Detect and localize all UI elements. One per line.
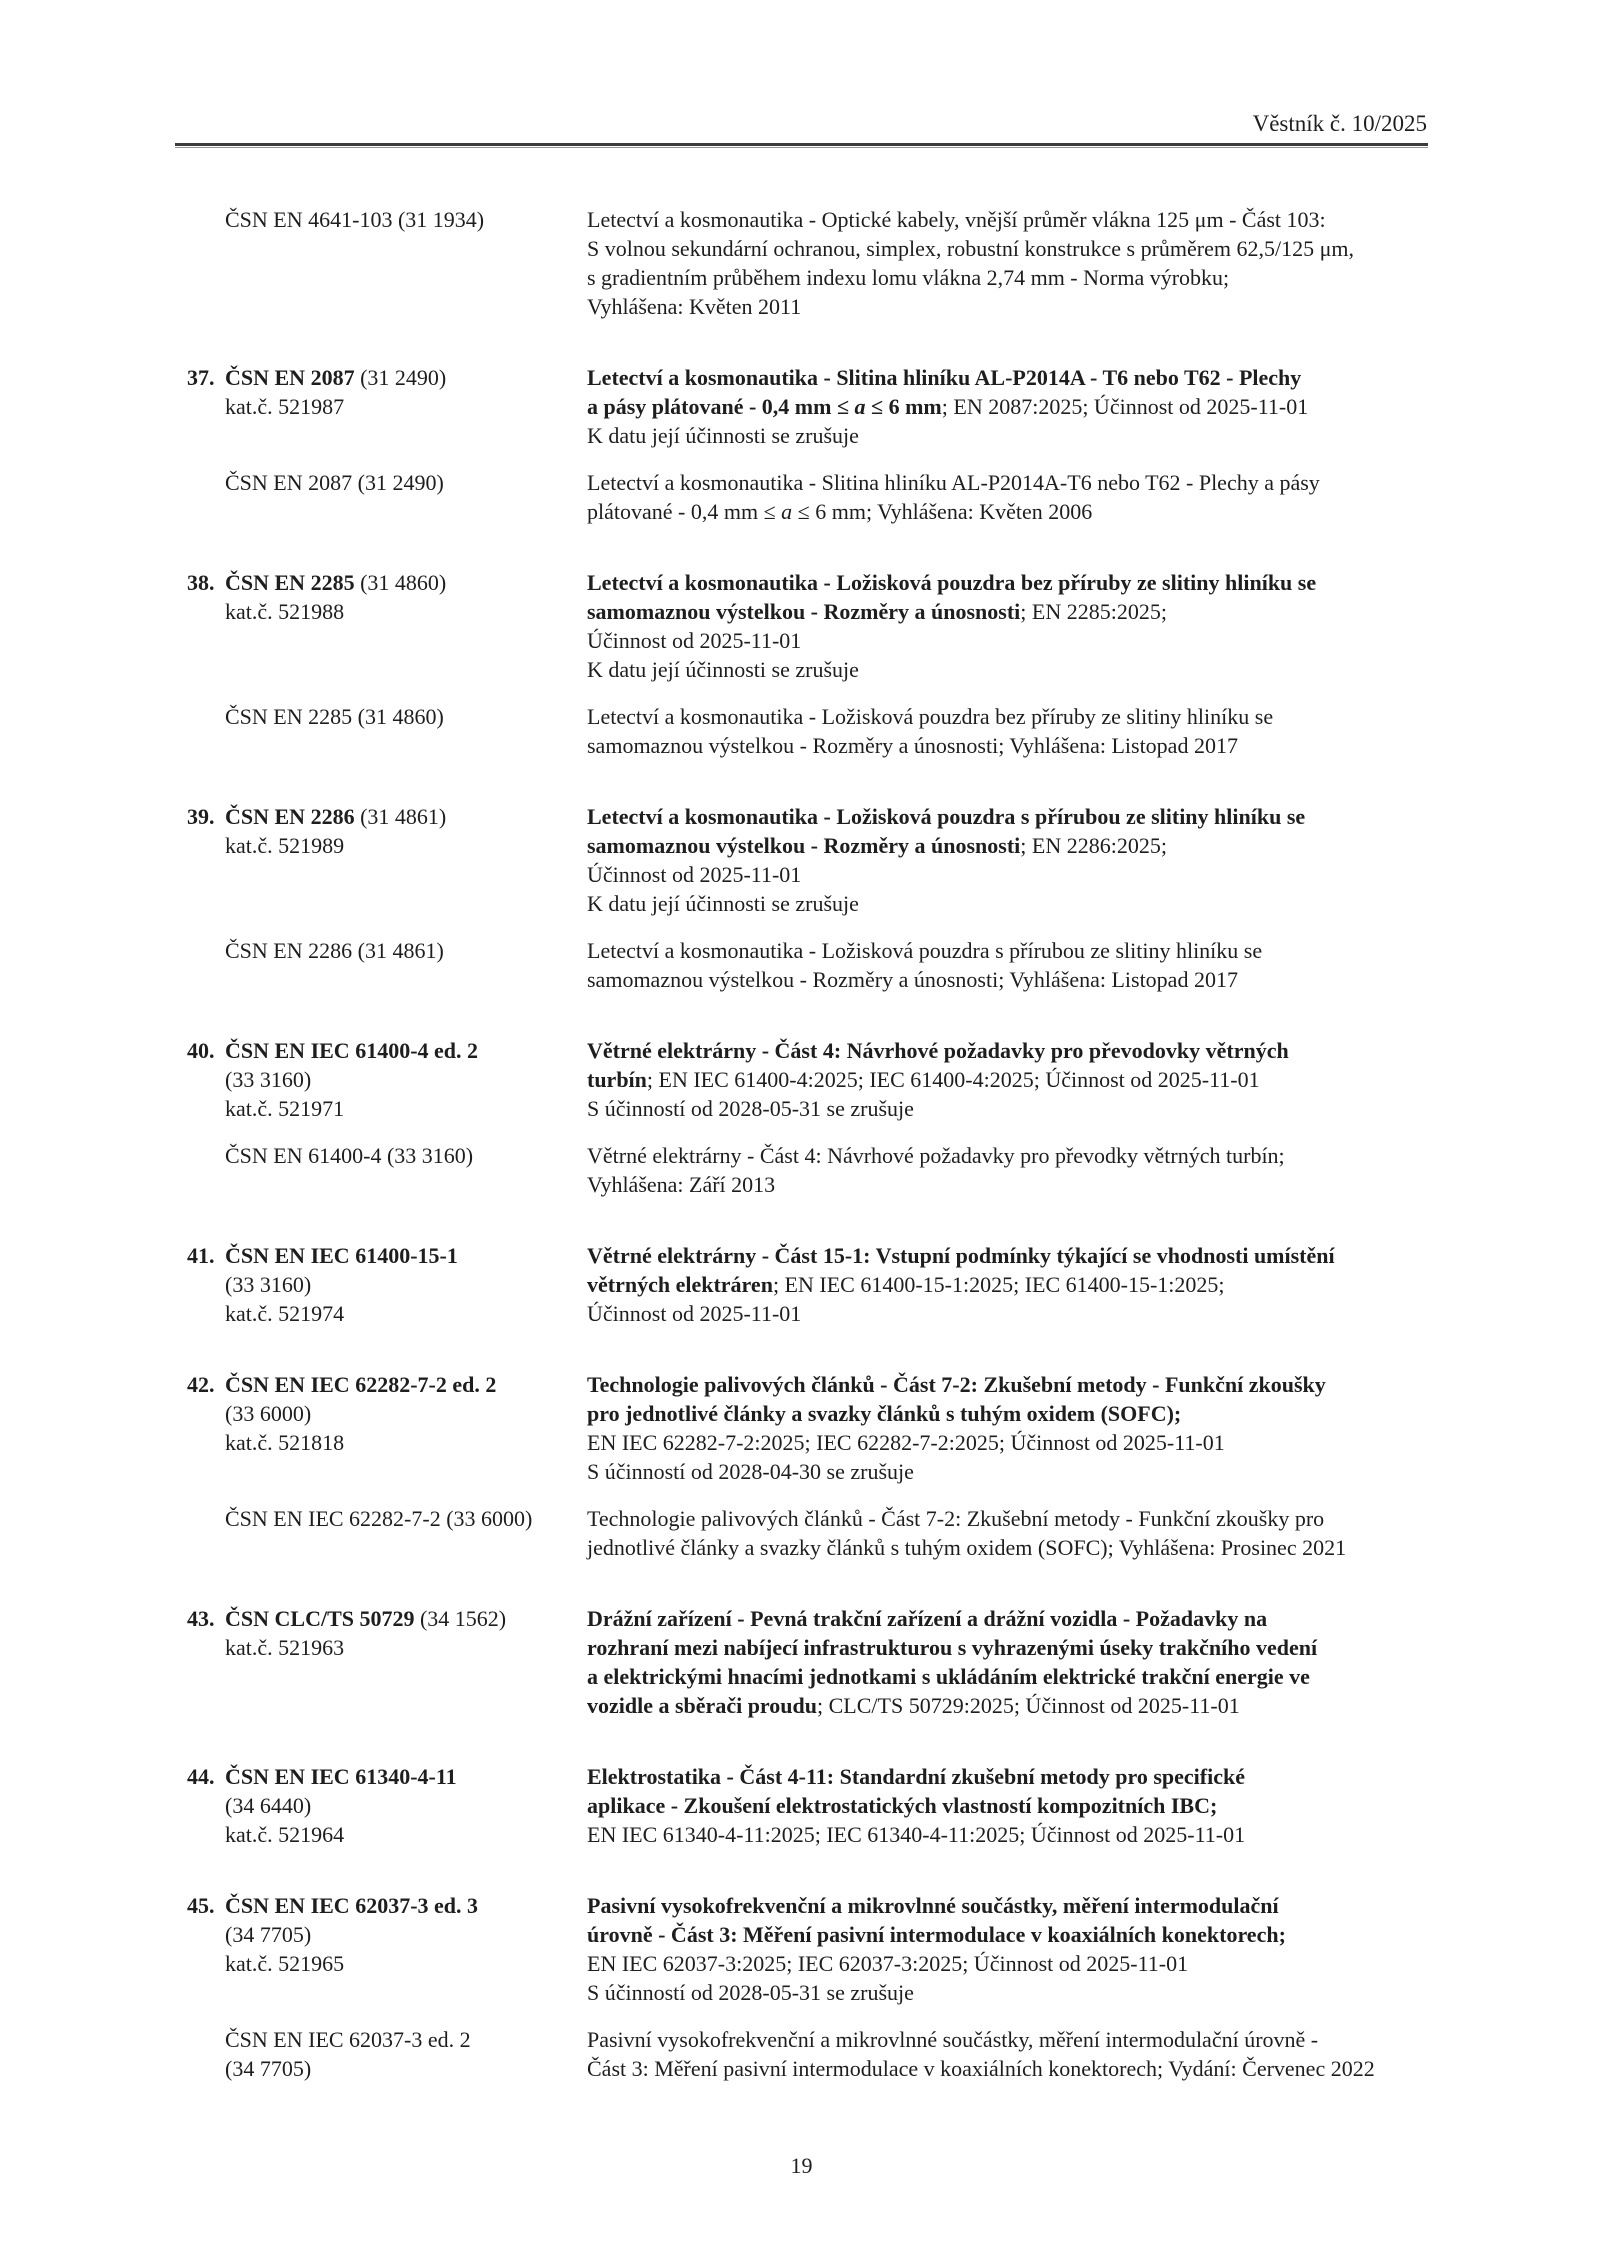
- text-run: (34 7705): [225, 1922, 312, 1947]
- title-line: [587, 421, 1427, 450]
- designation-line: [225, 205, 587, 234]
- text-run: a elektrickými hnacími jednotkami s ukládáním elektrické trakční energie ve: [587, 1664, 1310, 1689]
- text-run: Větrné elektrárny - Část 4: Návrhové požadavky pro převodky větrných turbín;: [587, 1143, 1285, 1168]
- title-line: [587, 626, 1427, 655]
- text-run: Letectví a kosmonautika - Slitina hliníku AL-P2014A - T6 nebo T62 - Plechy: [587, 365, 1302, 390]
- title-cell: [587, 363, 1427, 450]
- designation-line: [225, 1141, 587, 1170]
- title-cell: [587, 1891, 1427, 2007]
- designation-line: [225, 1094, 587, 1123]
- title-line: [587, 497, 1427, 526]
- text-run: aplikace - Zkoušení elektrostatických vlastností kompozitních IBC;: [587, 1793, 1218, 1818]
- title-line: [587, 2025, 1427, 2054]
- designation-line: [225, 1370, 587, 1399]
- text-run: Část 3: Měření pasivní intermodulace v koaxiálních konektorech; Vydání: Červenec 2022: [587, 2056, 1375, 2081]
- designation-line: [225, 1633, 587, 1662]
- text-run: K datu její účinnosti se zrušuje: [587, 657, 859, 682]
- designation-cell: [176, 1891, 587, 1978]
- text-run: samomaznou výstelkou - Rozměry a únosnosti: [587, 833, 1021, 858]
- text-run: turbín: [587, 1067, 647, 1092]
- text-run: kat.č. 521965: [225, 1951, 345, 1976]
- text-run: ČSN EN 2285: [225, 570, 355, 595]
- designation-cell: [176, 1370, 587, 1457]
- title-line: [587, 802, 1427, 831]
- text-run: ≤ 6 mm: [865, 394, 942, 419]
- title-line: [587, 1978, 1427, 2007]
- designation-line: [225, 802, 587, 831]
- page-number: 19: [790, 2153, 813, 2178]
- title-cell: [587, 1604, 1427, 1720]
- title-cell: [587, 205, 1427, 321]
- designation-line: [225, 1241, 587, 1270]
- title-line: [587, 1791, 1427, 1820]
- text-run: vozidle a sběrači proudu: [587, 1693, 818, 1718]
- title-cell: [587, 1036, 1427, 1123]
- text-run: ČSN EN IEC 62282-7-2 (33 6000): [225, 1506, 533, 1531]
- standards-list: [176, 205, 1427, 2083]
- standard-entry: [176, 1036, 1427, 1123]
- title-line: [587, 2054, 1427, 2083]
- text-run: (31 4861): [354, 804, 447, 829]
- designation-line: [225, 936, 587, 965]
- text-run: pro jednotlivé články a svazky článků s tuhým oxidem (SOFC);: [587, 1401, 1182, 1426]
- text-run: větrných elektráren: [587, 1272, 773, 1297]
- designation-cell: [176, 1036, 587, 1123]
- title-line: [587, 568, 1427, 597]
- designation-line: [225, 831, 587, 860]
- text-run: (34 7705): [225, 2056, 312, 2081]
- text-run: kat.č. 521987: [225, 394, 345, 419]
- standard-entry: [176, 802, 1427, 918]
- designation-line: [225, 392, 587, 421]
- title-line: [587, 860, 1427, 889]
- designation-line: [225, 468, 587, 497]
- text-run: (34 6440): [225, 1793, 312, 1818]
- title-line: [587, 1065, 1427, 1094]
- title-line: [587, 965, 1427, 994]
- designation-line: [225, 1399, 587, 1428]
- title-line: [587, 205, 1427, 234]
- designation-line: [225, 1949, 587, 1978]
- title-line: [587, 1299, 1427, 1328]
- text-run: Letectví a kosmonautika - Optické kabely, vnější průměr vlákna 125 μm - Část 103:: [587, 207, 1326, 232]
- text-run: Účinnost od 2025-11-01: [587, 1301, 802, 1326]
- title-line: [587, 1920, 1427, 1949]
- title-cell: [587, 936, 1427, 994]
- title-line: [587, 1691, 1427, 1720]
- entry-number: 43.: [187, 1606, 215, 1631]
- title-cell: [587, 802, 1427, 918]
- replaced-standard-entry: [176, 1141, 1427, 1199]
- title-line: [587, 1949, 1427, 1978]
- title-cell: [587, 1141, 1427, 1199]
- text-run: ČSN EN IEC 61400-15-1: [225, 1243, 458, 1268]
- text-run: Letectví a kosmonautika - Ložisková pouzdra s přírubou ze slitiny hliníku se: [587, 804, 1306, 829]
- text-run: Letectví a kosmonautika - Ložisková pouzdra bez příruby ze slitiny hliníku se: [587, 704, 1274, 729]
- header-rule-thin-line: [175, 147, 1428, 148]
- designation-line: [225, 1270, 587, 1299]
- title-line: [587, 1428, 1427, 1457]
- text-run: (33 6000): [225, 1401, 312, 1426]
- text-run: ; EN 2087:2025; Účinnost od 2025-11-01: [941, 394, 1309, 419]
- title-line: [587, 1533, 1427, 1562]
- text-run: kat.č. 521964: [225, 1822, 345, 1847]
- designation-cell: [176, 468, 587, 497]
- title-line: [587, 1399, 1427, 1428]
- header-rule: [175, 143, 1428, 148]
- text-run: úrovně - Část 3: Měření pasivní intermodulace v koaxiálních konektorech;: [587, 1922, 1286, 1947]
- title-cell: [587, 468, 1427, 526]
- title-line: [587, 702, 1427, 731]
- designation-line: [225, 1820, 587, 1849]
- designation-line: [225, 1504, 587, 1533]
- standard-entry: [176, 568, 1427, 684]
- text-run: Pasivní vysokofrekvenční a mikrovlnné součástky, měření intermodulační: [587, 1893, 1279, 1918]
- text-run: K datu její účinnosti se zrušuje: [587, 423, 859, 448]
- designation-line: [225, 1036, 587, 1065]
- text-run: kat.č. 521963: [225, 1635, 345, 1660]
- text-run: samomaznou výstelkou - Rozměry a únosnosti; Vyhlášena: Listopad 2017: [587, 967, 1238, 992]
- title-line: [587, 889, 1427, 918]
- designation-line: [225, 1791, 587, 1820]
- designation-line: [225, 597, 587, 626]
- title-line: [587, 234, 1427, 263]
- designation-line: [225, 1762, 587, 1791]
- text-run: Technologie palivových článků - Část 7-2: Zkušební metody - Funkční zkoušky pro: [587, 1506, 1325, 1531]
- text-run: ; CLC/TS 50729:2025; Účinnost od 2025-11-01: [817, 1693, 1240, 1718]
- text-run: (33 3160): [225, 1067, 312, 1092]
- entry-number: 45.: [187, 1893, 215, 1918]
- title-line: [587, 1604, 1427, 1633]
- entry-number: 41.: [187, 1243, 215, 1268]
- title-cell: [587, 1504, 1427, 1562]
- text-run: Letectví a kosmonautika - Ložisková pouzdra s přírubou ze slitiny hliníku se: [587, 938, 1263, 963]
- text-run: Elektrostatika - Část 4-11: Standardní zkušební metody pro specifické: [587, 1764, 1246, 1789]
- designation-line: [225, 1299, 587, 1328]
- title-line: [587, 731, 1427, 760]
- text-run: a pásy plátované - 0,4 mm ≤: [587, 394, 855, 419]
- text-run: samomaznou výstelkou - Rozměry a únosnosti: [587, 599, 1021, 624]
- designation-cell: [176, 802, 587, 860]
- title-line: [587, 597, 1427, 626]
- replaced-standard-entry: [176, 936, 1427, 994]
- designation-cell: [176, 936, 587, 965]
- title-line: [587, 1891, 1427, 1920]
- title-line: [587, 655, 1427, 684]
- text-run: s gradientním průběhem indexu lomu vlákna 2,74 mm - Norma výrobku;: [587, 265, 1230, 290]
- title-line: [587, 1662, 1427, 1691]
- designation-line: [225, 1065, 587, 1094]
- standard-entry: [176, 1604, 1427, 1720]
- text-run: ; EN IEC 61400-15-1:2025; IEC 61400-15-1:2025;: [772, 1272, 1225, 1297]
- designation-line: [225, 2054, 587, 2083]
- text-run: ČSN EN IEC 61340-4-11: [225, 1764, 457, 1789]
- designation-line: [225, 1428, 587, 1457]
- title-cell: [587, 568, 1427, 684]
- text-run: ČSN EN 2087 (31 2490): [225, 470, 444, 495]
- designation-line: [225, 2025, 587, 2054]
- text-run: S účinností od 2028-05-31 se zrušuje: [587, 1096, 914, 1121]
- title-line: [587, 1170, 1427, 1199]
- text-run: ČSN EN 2286 (31 4861): [225, 938, 444, 963]
- designation-cell: [176, 702, 587, 731]
- designation-cell: [176, 205, 587, 234]
- standard-entry: [176, 1241, 1427, 1328]
- standard-entry: [176, 1762, 1427, 1849]
- text-run: plátované - 0,4 mm ≤: [587, 499, 782, 524]
- text-run: (31 2490): [354, 365, 447, 390]
- text-run: (33 3160): [225, 1272, 312, 1297]
- entry-number: 37.: [187, 365, 215, 390]
- replaced-standard-entry: [176, 702, 1427, 760]
- entry-number: 39.: [187, 804, 215, 829]
- text-run: ČSN EN 2286: [225, 804, 355, 829]
- text-run: Vyhlášena: Září 2013: [587, 1172, 776, 1197]
- title-cell: [587, 1370, 1427, 1486]
- title-line: [587, 1141, 1427, 1170]
- text-run: Letectví a kosmonautika - Ložisková pouzdra bez příruby ze slitiny hliníku se: [587, 570, 1317, 595]
- replaced-standard-entry: [176, 205, 1427, 321]
- designation-cell: [176, 2025, 587, 2083]
- designation-line: [225, 568, 587, 597]
- replaced-standard-entry: [176, 468, 1427, 526]
- designation-cell: [176, 1762, 587, 1849]
- text-run: ČSN EN IEC 62037-3 ed. 2: [225, 2027, 471, 2052]
- text-run: jednotlivé články a svazky článků s tuhým oxidem (SOFC); Vyhlášena: Prosinec 2021: [587, 1535, 1347, 1560]
- text-run: Technologie palivových článků - Část 7-2: Zkušební metody - Funkční zkoušky: [587, 1372, 1326, 1397]
- text-run: ČSN EN 61400-4 (33 3160): [225, 1143, 474, 1168]
- designation-cell: [176, 1604, 587, 1662]
- entry-number: 44.: [187, 1764, 215, 1789]
- standard-entry: [176, 363, 1427, 450]
- text-run: rozhraní mezi nabíjecí infrastrukturou s vyhrazenými úseky trakčního vedení: [587, 1635, 1318, 1660]
- title-line: [587, 1241, 1427, 1270]
- text-run: ; EN 2286:2025;: [1020, 833, 1167, 858]
- text-run: ČSN EN 4641-103 (31 1934): [225, 207, 485, 232]
- text-run: Vyhlášena: Květen 2011: [587, 294, 802, 319]
- text-run: kat.č. 521818: [225, 1430, 345, 1455]
- designation-cell: [176, 568, 587, 626]
- title-line: [587, 1820, 1427, 1849]
- text-run: Účinnost od 2025-11-01: [587, 862, 802, 887]
- text-run: EN IEC 62282-7-2:2025; IEC 62282-7-2:2025; Účinnost od 2025-11-01: [587, 1430, 1225, 1455]
- text-run: ČSN EN 2087: [225, 365, 355, 390]
- title-line: [587, 292, 1427, 321]
- title-cell: [587, 702, 1427, 760]
- designation-line: [225, 1604, 587, 1633]
- text-run: S účinností od 2028-04-30 se zrušuje: [587, 1459, 914, 1484]
- title-line: [587, 363, 1427, 392]
- text-run: K datu její účinnosti se zrušuje: [587, 891, 859, 916]
- text-run: Drážní zařízení - Pevná trakční zařízení a drážní vozidla - Požadavky na: [587, 1606, 1268, 1631]
- text-run: Větrné elektrárny - Část 15-1: Vstupní podmínky týkající se vhodnosti umístění: [587, 1243, 1335, 1268]
- title-cell: [587, 1762, 1427, 1849]
- title-line: [587, 263, 1427, 292]
- text-run: ČSN EN IEC 62282-7-2 ed. 2: [225, 1372, 497, 1397]
- title-line: [587, 392, 1427, 421]
- text-run: Letectví a kosmonautika - Slitina hliníku AL-P2014A-T6 nebo T62 - Plechy a pásy: [587, 470, 1320, 495]
- designation-line: [225, 1920, 587, 1949]
- standard-entry: [176, 1370, 1427, 1486]
- title-line: [587, 1094, 1427, 1123]
- text-run: ≤ 6 mm; Vyhlášena: Květen 2006: [792, 499, 1093, 524]
- title-line: [587, 1504, 1427, 1533]
- title-line: [587, 1370, 1427, 1399]
- replaced-standard-entry: [176, 1504, 1427, 1562]
- title-line: [587, 1762, 1427, 1791]
- designation-line: [225, 1891, 587, 1920]
- text-run: kat.č. 521971: [225, 1096, 345, 1121]
- replaced-standard-entry: [176, 2025, 1427, 2083]
- title-line: [587, 936, 1427, 965]
- text-run: Účinnost od 2025-11-01: [587, 628, 802, 653]
- text-run: a: [854, 394, 866, 419]
- standard-entry: [176, 1891, 1427, 2007]
- title-line: [587, 1457, 1427, 1486]
- title-cell: [587, 2025, 1427, 2083]
- header-rule-thick-line: [175, 143, 1428, 146]
- text-run: Pasivní vysokofrekvenční a mikrovlnné součástky, měření intermodulační úrovně -: [587, 2027, 1319, 2052]
- designation-line: [225, 702, 587, 731]
- text-run: Větrné elektrárny - Část 4: Návrhové požadavky pro převodovky větrných: [587, 1038, 1289, 1063]
- text-run: ČSN EN 2285 (31 4860): [225, 704, 444, 729]
- title-line: [587, 1633, 1427, 1662]
- title-line: [587, 1270, 1427, 1299]
- text-run: ČSN CLC/TS 50729: [225, 1606, 415, 1631]
- text-run: (31 4860): [354, 570, 447, 595]
- text-run: kat.č. 521989: [225, 833, 345, 858]
- text-run: EN IEC 62037-3:2025; IEC 62037-3:2025; Účinnost od 2025-11-01: [587, 1951, 1189, 1976]
- designation-line: [225, 363, 587, 392]
- entry-number: 38.: [187, 570, 215, 595]
- text-run: S účinností od 2028-05-31 se zrušuje: [587, 1980, 914, 2005]
- entry-number: 40.: [187, 1038, 215, 1063]
- text-run: EN IEC 61340-4-11:2025; IEC 61340-4-11:2025; Účinnost od 2025-11-01: [587, 1822, 1246, 1847]
- text-run: (34 1562): [414, 1606, 507, 1631]
- text-run: ; EN 2285:2025;: [1020, 599, 1167, 624]
- title-line: [587, 1036, 1427, 1065]
- entry-number: 42.: [187, 1372, 215, 1397]
- designation-cell: [176, 1141, 587, 1170]
- title-line: [587, 831, 1427, 860]
- text-run: ČSN EN IEC 62037-3 ed. 3: [225, 1893, 479, 1918]
- designation-cell: [176, 1241, 587, 1328]
- text-run: ; EN IEC 61400-4:2025; IEC 61400-4:2025; Účinnost od 2025-11-01: [646, 1067, 1260, 1092]
- designation-cell: [176, 363, 587, 421]
- text-run: kat.č. 521988: [225, 599, 345, 624]
- title-cell: [587, 1241, 1427, 1328]
- text-run: samomaznou výstelkou - Rozměry a únosnosti; Vyhlášena: Listopad 2017: [587, 733, 1238, 758]
- text-run: kat.č. 521974: [225, 1301, 345, 1326]
- designation-cell: [176, 1504, 587, 1533]
- page-header-title: Věstník č. 10/2025: [1252, 111, 1427, 136]
- text-run: a: [781, 499, 793, 524]
- text-run: ČSN EN IEC 61400-4 ed. 2: [225, 1038, 479, 1063]
- title-line: [587, 468, 1427, 497]
- text-run: S volnou sekundární ochranou, simplex, robustní konstrukce s průměrem 62,5/125 μm,: [587, 236, 1355, 261]
